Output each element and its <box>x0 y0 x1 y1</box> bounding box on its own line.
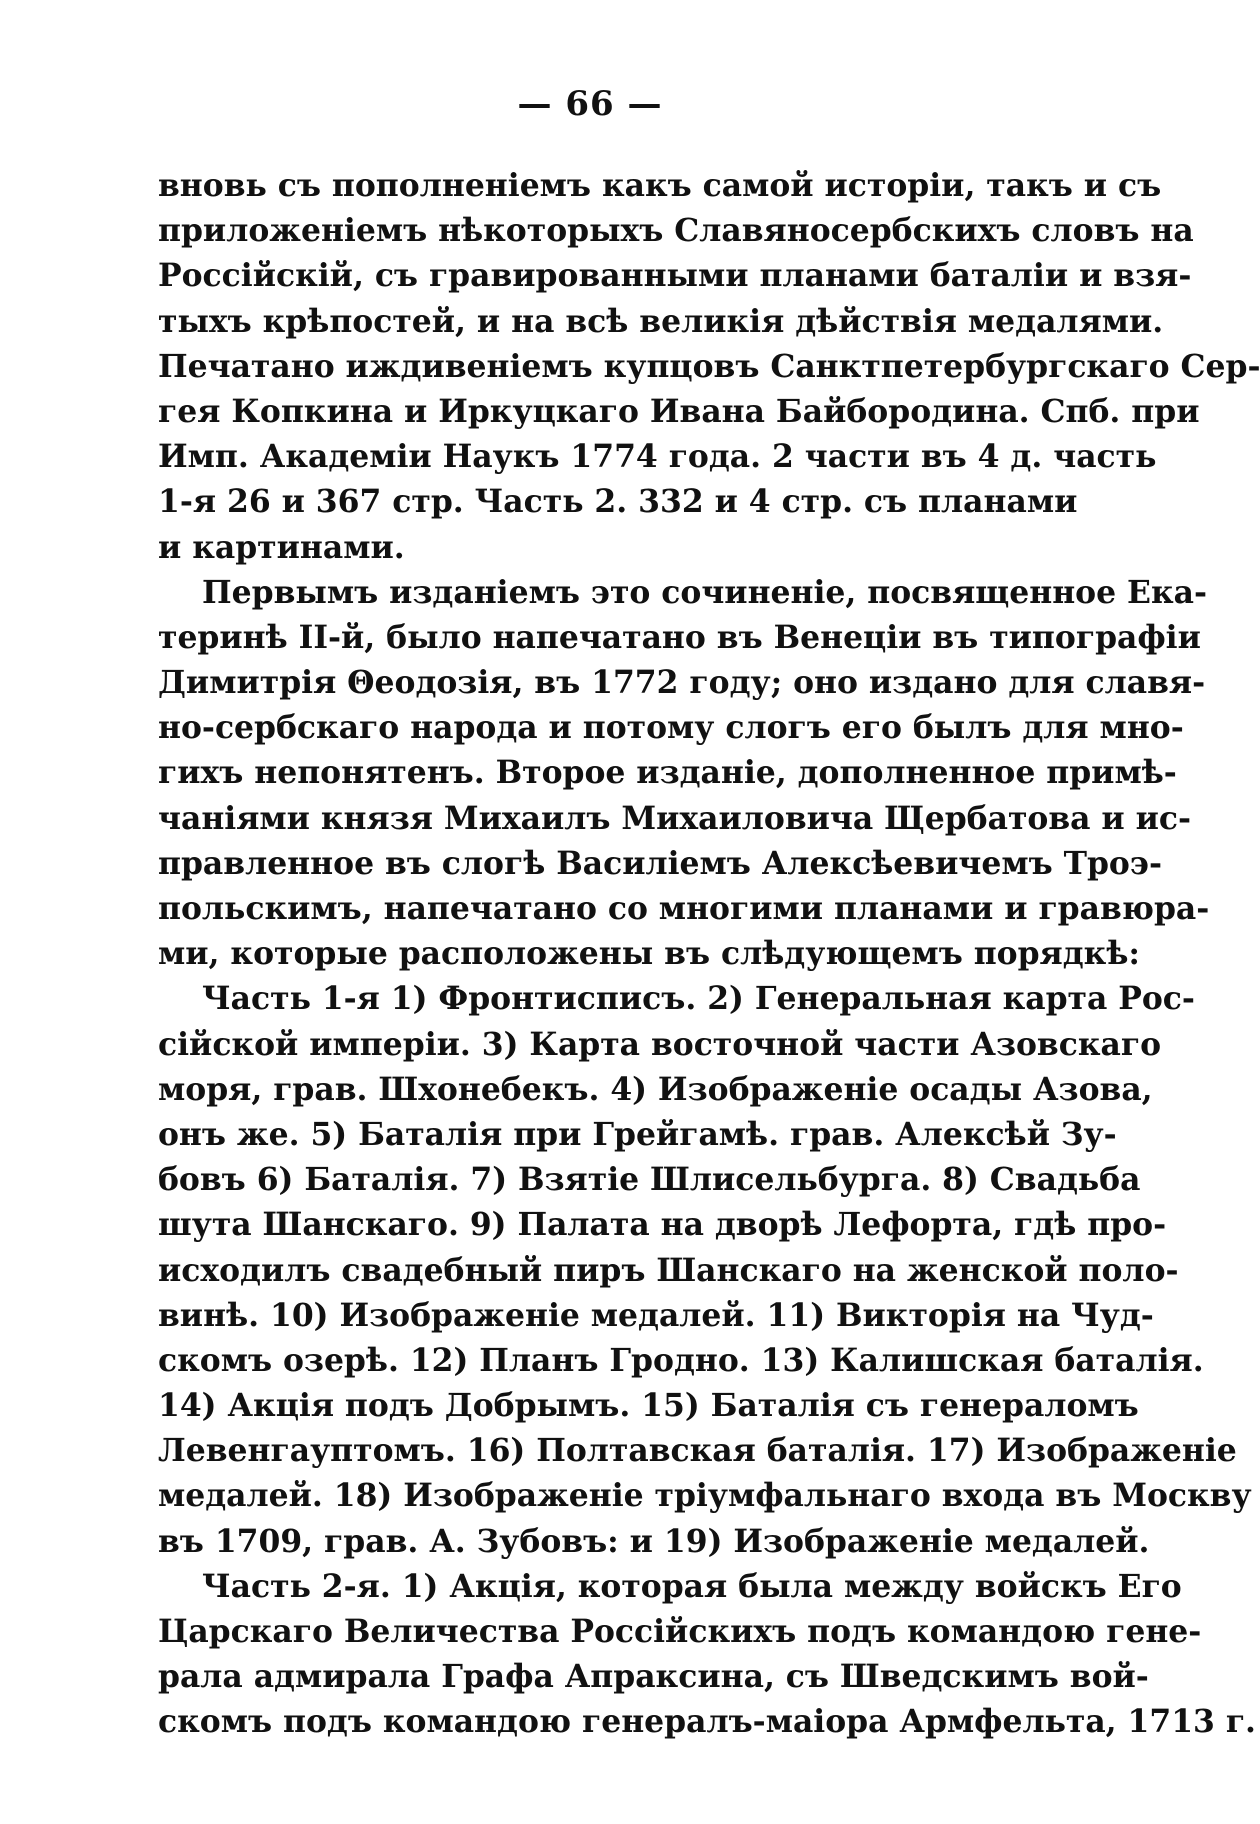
text-line: онъ же. 5) Баталія при Грейгамѣ. грав. Алексѣй Зу- <box>158 1116 1117 1153</box>
text-line: но-сербскаго народа и потому слогъ его былъ для мно- <box>158 710 1184 747</box>
text-line: чаніями князя Михаилъ Михаиловича Щербатова и ис- <box>158 800 1192 837</box>
text-line: Россійскій, съ гравированными планами баталіи и взя- <box>158 258 1192 295</box>
text-line: медалей. 18) Изображеніе тріумфальнаго входа въ Москву <box>158 1478 1252 1515</box>
text-line: рала адмирала Графа Апраксина, съ Шведскимъ вой- <box>158 1659 1149 1696</box>
text-line: исходилъ свадебный пиръ Шанскаго на женской поло- <box>158 1252 1179 1289</box>
text-line: Печатано иждивеніемъ купцовъ Санктпетербургскаго Сер- <box>158 348 1260 385</box>
body-text <box>158 164 1260 1746</box>
text-line: приложеніемъ нѣкоторыхъ Славяносербскихъ словъ на <box>158 213 1194 250</box>
text-line: гихъ непонятенъ. Второе изданіе, дополненное примѣ- <box>158 755 1177 792</box>
text-line: тыхъ крѣпостей, и на всѣ великія дѣйствія медалями. <box>158 303 1164 340</box>
text-line: винѣ. 10) Изображеніе медалей. 11) Викторія на Чуд- <box>158 1297 1154 1334</box>
text-line: Часть 1-я 1) Фронтисписъ. 2) Генеральная карта Рос- <box>202 981 1195 1018</box>
paragraph-3 <box>158 977 1252 1564</box>
text-line: и картинами. <box>158 529 405 566</box>
text-line: 1-я 26 и 367 стр. Часть 2. 332 и 4 стр. съ планами <box>158 484 1078 521</box>
text-line: бовъ 6) Баталія. 7) Взятіе Шлисельбурга. 8) Свадьба <box>158 1162 1141 1199</box>
text-line: 14) Акція подъ Добрымъ. 15) Баталія съ генераломъ <box>158 1388 1139 1425</box>
text-line: моря, грав. Шхонебекъ. 4) Изображеніе осады Азова, <box>158 1071 1153 1108</box>
page-number: — 66 — <box>517 84 663 124</box>
text-line: гея Копкина и Иркуцкаго Ивана Байбородина. Спб. при <box>158 393 1200 430</box>
text-line: скомъ озерѣ. 12) Планъ Гродно. 13) Калишская баталія. <box>158 1342 1204 1379</box>
text-line: теринѣ II-й, было напечатано въ Венеціи въ типографіи <box>158 619 1201 656</box>
text-line: Царскаго Величества Россійскихъ подъ командою гене- <box>158 1614 1202 1650</box>
text-line: шута Шанскаго. 9) Палата на дворѣ Лефорта, гдѣ про- <box>158 1207 1167 1244</box>
text-line: Имп. Академіи Наукъ 1774 года. 2 части въ 4 д. часть <box>158 439 1157 476</box>
text-line: вновь съ пополненіемъ какъ самой исторіи, такъ и съ <box>158 168 1162 204</box>
text-line: Димитрія Θеодозія, въ 1772 году; оно издано для славя- <box>158 665 1206 702</box>
text-line: въ 1709, грав. А. Зубовъ: и 19) Изображеніе медалей. <box>158 1523 1150 1560</box>
paragraph-4 <box>158 1565 1256 1746</box>
text-line: сійской имперіи. 3) Карта восточной части Азовскаго <box>158 1026 1162 1063</box>
text-line: Первымъ изданіемъ это сочиненіе, посвященное Ека- <box>202 574 1207 611</box>
paragraph-2 <box>158 571 1210 978</box>
paragraph-1 <box>158 164 1260 571</box>
text-line: Левенгауптомъ. 16) Полтавская баталія. 17) Изображеніе <box>158 1433 1237 1470</box>
text-line: Часть 2-я. 1) Акція, которая была между войскъ Его <box>202 1568 1182 1605</box>
text-line: ми, которые расположены въ слѣдующемъ порядкѣ: <box>158 936 1140 973</box>
text-line: польскимъ, напечатано со многими планами и гравюра- <box>158 891 1210 927</box>
text-line: правленное въ слогѣ Василіемъ Алексѣевичемъ Троэ- <box>158 845 1162 882</box>
text-line: скомъ подъ командою генералъ-маіора Армфельта, 1713 г. <box>158 1704 1256 1741</box>
